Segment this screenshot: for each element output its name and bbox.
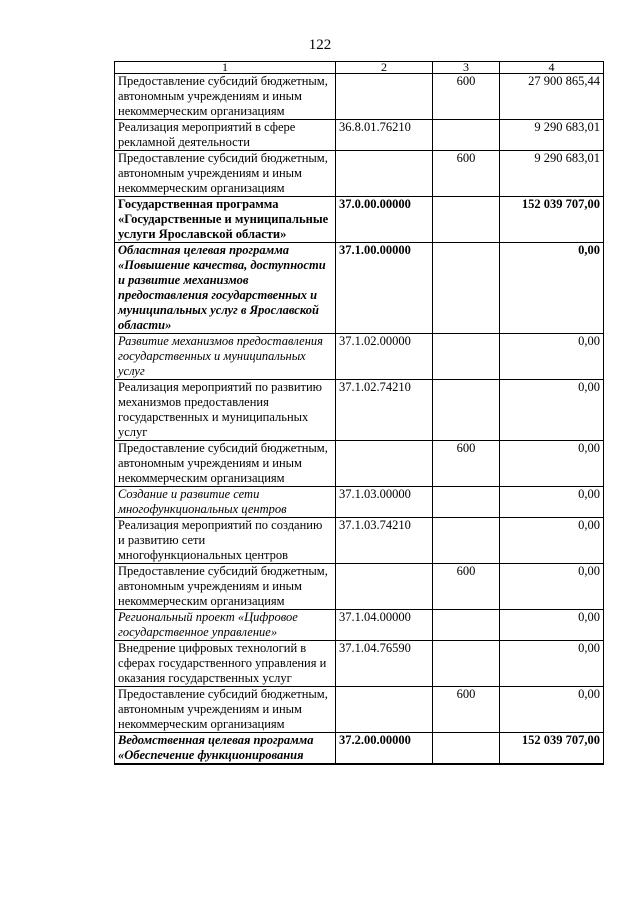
- row-name: Реализация мероприятий по созданию и развитию сети многофункциональных центров: [115, 518, 336, 564]
- row-amount: 152 039 707,00: [500, 197, 604, 243]
- row-expense-type: [433, 518, 500, 564]
- row-expense-type: [433, 641, 500, 687]
- row-expense-type: [433, 487, 500, 518]
- table-row: [115, 197, 604, 243]
- row-code: 37.0.00.00000: [336, 197, 433, 243]
- table-row: [115, 380, 604, 441]
- row-amount: 0,00: [500, 610, 604, 641]
- row-amount: 9 290 683,01: [500, 151, 604, 197]
- row-expense-type: 600: [433, 441, 500, 487]
- row-amount: 27 900 865,44: [500, 74, 604, 120]
- row-amount: 0,00: [500, 641, 604, 687]
- header-row: [115, 62, 604, 74]
- row-code: 37.1.04.76590: [336, 641, 433, 687]
- row-expense-type: 600: [433, 564, 500, 610]
- row-name: Предоставление субсидий бюджетным, автономным учреждениям и иным некоммерческим организациям: [115, 151, 336, 197]
- row-name: Региональный проект «Цифровое государственное управление»: [115, 610, 336, 641]
- row-expense-type: 600: [433, 74, 500, 120]
- row-code: [336, 687, 433, 733]
- table-row: [115, 487, 604, 518]
- table-row: [115, 74, 604, 120]
- column-header: 1: [115, 62, 336, 74]
- column-header: 2: [336, 62, 433, 74]
- row-amount: 0,00: [500, 380, 604, 441]
- row-name: Предоставление субсидий бюджетным, автономным учреждениям и иным некоммерческим организациям: [115, 564, 336, 610]
- table-row: [115, 687, 604, 733]
- row-name: Областная целевая программа «Повышение качества, доступности и развитие механизмов предоставления государственных и муниципальных услуг в Ярославской области»: [115, 243, 336, 334]
- row-amount: 152 039 707,00: [500, 733, 604, 765]
- row-code: 37.1.00.00000: [336, 243, 433, 334]
- row-code: 37.1.02.00000: [336, 334, 433, 380]
- table-row: [115, 518, 604, 564]
- table-row: [115, 441, 604, 487]
- row-name: Реализация мероприятий в сфере рекламной деятельности: [115, 120, 336, 151]
- row-name: Развитие механизмов предоставления государственных и муниципальных услуг: [115, 334, 336, 380]
- row-code: [336, 441, 433, 487]
- row-name: Ведомственная целевая программа «Обеспечение функционирования: [115, 733, 336, 765]
- row-amount: 0,00: [500, 243, 604, 334]
- row-code: [336, 564, 433, 610]
- row-expense-type: [433, 334, 500, 380]
- row-code: 37.1.03.00000: [336, 487, 433, 518]
- row-name: Государственная программа «Государственные и муниципальные услуги Ярославской области»: [115, 197, 336, 243]
- table-row: [115, 151, 604, 197]
- row-code: [336, 151, 433, 197]
- row-expense-type: [433, 733, 500, 765]
- row-amount: 0,00: [500, 441, 604, 487]
- row-code: 37.1.03.74210: [336, 518, 433, 564]
- row-expense-type: 600: [433, 687, 500, 733]
- row-amount: 0,00: [500, 687, 604, 733]
- row-amount: 9 290 683,01: [500, 120, 604, 151]
- row-name: Предоставление субсидий бюджетным, автономным учреждениям и иным некоммерческим организациям: [115, 74, 336, 120]
- table-row: [115, 610, 604, 641]
- row-expense-type: [433, 243, 500, 334]
- row-amount: 0,00: [500, 334, 604, 380]
- budget-table: [114, 61, 604, 765]
- row-amount: 0,00: [500, 518, 604, 564]
- table-row: [115, 641, 604, 687]
- row-code: 37.1.04.00000: [336, 610, 433, 641]
- table-row: [115, 334, 604, 380]
- table-row: [115, 733, 604, 765]
- row-name: Предоставление субсидий бюджетным, автономным учреждениям и иным некоммерческим организациям: [115, 441, 336, 487]
- row-amount: 0,00: [500, 564, 604, 610]
- row-code: 36.8.01.76210: [336, 120, 433, 151]
- table-row: [115, 564, 604, 610]
- row-name: Внедрение цифровых технологий в сферах государственного управления и оказания государственных услуг: [115, 641, 336, 687]
- row-code: 37.1.02.74210: [336, 380, 433, 441]
- row-expense-type: [433, 610, 500, 641]
- column-header: 4: [500, 62, 604, 74]
- row-amount: 0,00: [500, 487, 604, 518]
- row-expense-type: [433, 380, 500, 441]
- row-expense-type: 600: [433, 151, 500, 197]
- row-name: Предоставление субсидий бюджетным, автономным учреждениям и иным некоммерческим организациям: [115, 687, 336, 733]
- row-expense-type: [433, 120, 500, 151]
- row-code: 37.2.00.00000: [336, 733, 433, 765]
- row-name: Реализация мероприятий по развитию механизмов предоставления государственных и муниципальных услуг: [115, 380, 336, 441]
- column-header: 3: [433, 62, 500, 74]
- row-code: [336, 74, 433, 120]
- table-row: [115, 120, 604, 151]
- table-row: [115, 243, 604, 334]
- page-number: 122: [308, 37, 332, 53]
- row-name: Создание и развитие сети многофункциональных центров: [115, 487, 336, 518]
- row-expense-type: [433, 197, 500, 243]
